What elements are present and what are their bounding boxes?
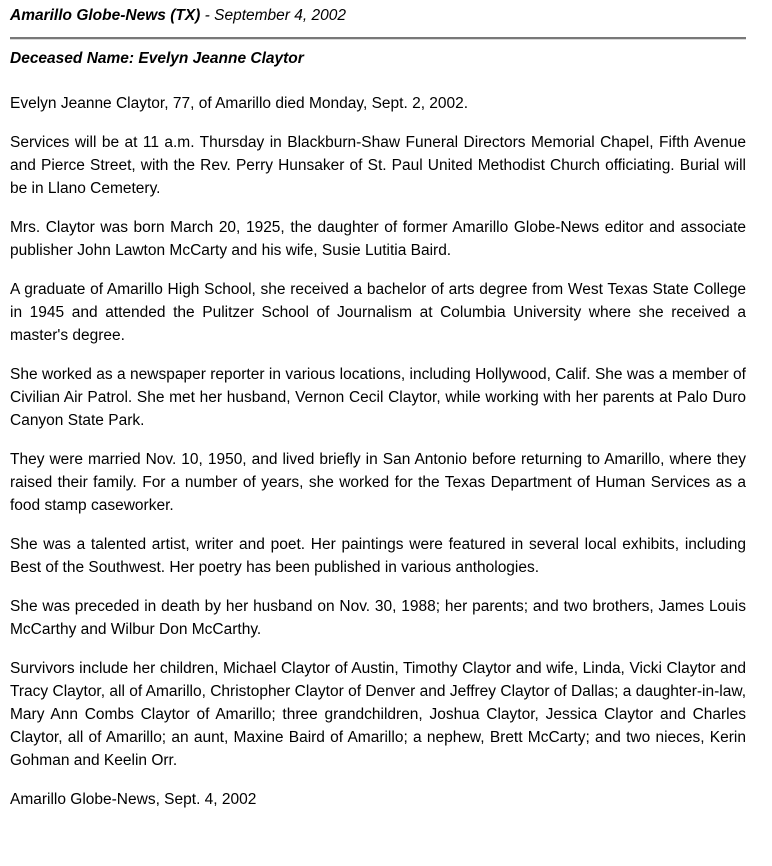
header-divider: [10, 37, 746, 40]
publication-date: - September 4, 2002: [204, 7, 346, 24]
obituary-paragraph-services: Services will be at 11 a.m. Thursday in Blackburn-Shaw Funeral Directors Memorial Chapel, Fifth Avenue and Pierce Street, with the Rev. Perry Hunsaker of St. Paul United Methodist Church officiating. Burial will be in Llano Cemetery.: [10, 134, 746, 197]
obituary-paragraph-death-notice: Evelyn Jeanne Claytor, 77, of Amarillo died Monday, Sept. 2, 2002.: [10, 95, 469, 112]
obituary-paragraph-career: She worked as a newspaper reporter in various locations, including Hollywood, Calif. She was a member of Civilian Air Patrol. She met her husband, Vernon Cecil Claytor, while working with her parents at Palo Duro Canyon State Park.: [10, 366, 746, 429]
obituary-paragraph-arts: She was a talented artist, writer and poet. Her paintings were featured in several local exhibits, including Best of the Southwest. Her poetry has been published in various anthologies.: [10, 536, 746, 576]
obituary-paragraph-survivors: Survivors include her children, Michael Claytor of Austin, Timothy Claytor and wife, Linda, Vicki Claytor and Tracy Claytor, all of Amarillo, Christopher Claytor of Denver and Jeffrey Claytor of Dallas; a daughter-in-law, Mary Ann Combs Claytor of Amarillo; three grandchildren, Joshua Claytor, Jessica Claytor and Charles Claytor, all of Amarillo; an aunt, Maxine Baird of Amarillo; a nephew, Brett McCarty; and two nieces, Kerin Gohman and Keelin Orr.: [10, 660, 746, 769]
publication-name: Amarillo Globe-News (TX): [10, 7, 201, 24]
obituary-paragraph-marriage: They were married Nov. 10, 1950, and lived briefly in San Antonio before returning to Amarillo, where they raised their family. For a number of years, she worked for the Texas Department of Human Services as a food stamp caseworker.: [10, 451, 746, 514]
obituary-paragraph-preceded-in-death: She was preceded in death by her husband on Nov. 30, 1988; her parents; and two brothers, James Louis McCarthy and Wilbur Don McCarthy.: [10, 598, 746, 638]
source-header: [10, 4, 746, 27]
source-footer: Amarillo Globe-News, Sept. 4, 2002: [10, 791, 257, 808]
obituary-paragraph-education: A graduate of Amarillo High School, she received a bachelor of arts degree from West Texas State College in 1945 and attended the Pulitzer School of Journalism at Columbia University where she received a master's degree.: [10, 281, 746, 344]
deceased-name-heading: Deceased Name: Evelyn Jeanne Claytor: [10, 50, 304, 67]
obituary-paragraph-birth: Mrs. Claytor was born March 20, 1925, the daughter of former Amarillo Globe-News editor and associate publisher John Lawton McCarty and his wife, Susie Lutitia Baird.: [10, 219, 746, 259]
